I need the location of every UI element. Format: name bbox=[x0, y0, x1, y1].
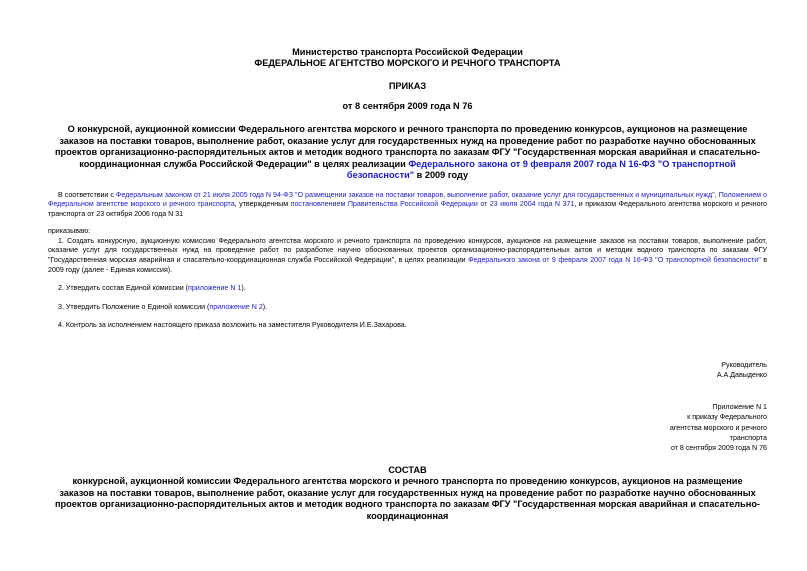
appendix-1-link[interactable]: приложение N 1 bbox=[188, 284, 242, 293]
order-item-4: 4. Контроль за исполнением настоящего приказа возложить на заместителя Руководителя И.Е.Захарова. bbox=[58, 321, 407, 330]
resolution-371-link[interactable]: постановлением Правительства Российской Федерации от 23 июля 2004 года N 371 bbox=[290, 200, 575, 209]
doc-type: ПРИКАЗ bbox=[388, 81, 427, 91]
appendix-line-4: транспорта bbox=[729, 433, 767, 442]
appendix-line-3: агентства морского и речного bbox=[669, 423, 767, 432]
composition-text: конкурсной, аукционной комиссии Федерального агентства морского и речного транспорта по проведению конкурсов, аукционов на размещение заказов на поставки товаров, выполнение работ, оказание услуг для государственных нужд на проведение работ по разработке научно обоснованных проектов организационно-распорядительных актов и методик водного транспорта по заказам ФГУ "Государственная морская аварийная и спасательно-координационная bbox=[55, 476, 760, 521]
appendix-line-2: к приказу Федерального bbox=[687, 413, 767, 422]
signature-name: А.А.Давыденко bbox=[716, 370, 767, 379]
agency-name: ФЕДЕРАЛЬНОЕ АГЕНТСТВО МОРСКОГО И РЕЧНОГО ТРАНСПОРТА bbox=[254, 58, 561, 68]
title-tail: в 2009 году bbox=[414, 170, 469, 180]
law-94-link[interactable]: Федеральным законом от 21 июля 2005 года N 94-ФЗ "О размещении заказов на поставки товаров, выполнение работ, оказание услуг для государственных и муниципальных нужд" bbox=[115, 190, 715, 199]
order-item-3: 3. Утвердить Положение о Единой комиссии (приложение N 2). bbox=[58, 302, 268, 311]
intro-paragraph: В соответствии с Федеральным законом от 21 июля 2005 года N 94-ФЗ "О размещении заказов на поставки товаров, выполнение работ, оказание услуг для государственных и муниципальных нужд", Положением о Федеральном агентстве морского и речного транспорта, утвержденным постановлением Правительства Российской Федерации от 23 июля 2004 года N 371, и приказом Федерального агентства морского и речного транспорта от 23 октября 2006 года N 31 bbox=[48, 190, 767, 218]
title-text: О конкурсной, аукционной комиссии Федерального агентства морского и речного транспорта по проведению конкурсов, аукционов на размещение заказов на поставки товаров, выполнение работ, оказание услуг для государственных нужд на проведение работ по разработке научно обоснованных проектов организационно-распорядительных актов и методик водного транспорта по заказам ФГУ "Государственная морская аварийная и спасательно-координационная служба Российской Федерации" в целях реализации bbox=[55, 124, 760, 169]
document-title bbox=[48, 124, 767, 182]
doc-date: от 8 сентября 2009 года N 76 bbox=[342, 101, 473, 111]
regulation-link[interactable]: Положением о Федеральном агентстве морского и речного транспорта bbox=[48, 190, 767, 209]
ministry-name: Министерство транспорта Российской Федерации bbox=[292, 47, 523, 57]
appendix-number: Приложение N 1 bbox=[712, 403, 767, 412]
composition-heading: СОСТАВ bbox=[388, 465, 427, 476]
title-law-link[interactable]: Федерального закона от 9 февраля 2007 года N 16-ФЗ "О транспортной безопасности" bbox=[346, 158, 736, 180]
signature-position: Руководитель bbox=[721, 361, 767, 370]
order-word: приказываю: bbox=[48, 227, 91, 236]
order-item-1: 1. Создать конкурсную, аукционную комиссию Федерального агентства морского и речного транспорта по проведению конкурсов, аукционов на размещение заказов на поставки товаров, выполнение работ, оказание услуг для государственных нужд на проведение работ по разработке научно обоснованных проектов организационно-распорядительных актов и методик водного транспорта по заказам ФГУ "Государственная морская аварийная и спасательно-координационная служба Российской Федерации", в целях реализации Федерального закона от 9 февраля 2007 года N 16-ФЗ "О транспортной безопасности" в 2009 году (далее - Единая комиссия). bbox=[48, 236, 767, 274]
order-item-2: 2. Утвердить состав Единой комиссии (приложение N 1). bbox=[58, 284, 246, 293]
appendix-block bbox=[48, 402, 767, 453]
appendix-date: от 8 сентября 2009 года N 76 bbox=[670, 444, 767, 453]
law-16-link[interactable]: Федерального закона от 9 февраля 2007 года N 16-ФЗ "О транспортной безопасности" bbox=[468, 256, 761, 265]
appendix-2-link[interactable]: приложение N 2 bbox=[209, 302, 263, 311]
